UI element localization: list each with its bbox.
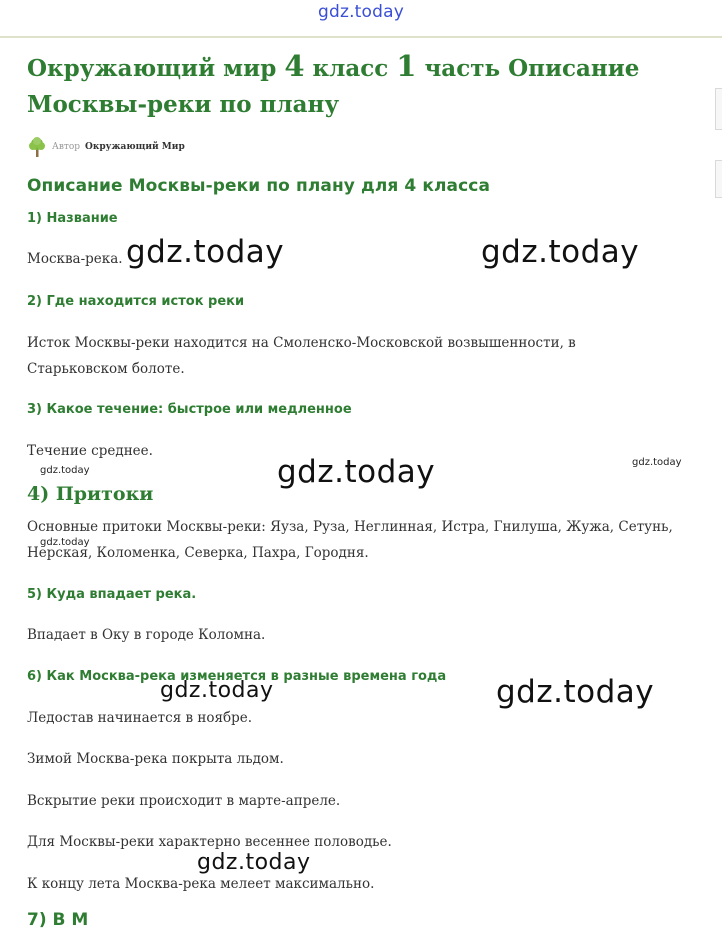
season-text-2: Зимой Москва-река покрыта льдом. bbox=[27, 751, 284, 767]
side-tab-lower[interactable] bbox=[715, 160, 722, 198]
author-name[interactable]: Окружающий Мир bbox=[85, 142, 185, 152]
season-text-5: К концу лета Москва-река мелеет максимально. bbox=[27, 876, 375, 892]
item-text-1: Москва-река. bbox=[27, 251, 123, 267]
watermark: gdz.today bbox=[496, 674, 655, 710]
item-heading-1: 1) Название bbox=[27, 211, 118, 226]
item-text-4: Основные притоки Москвы-реки: Яуза, Руза, Неглинная, Истра, Гнилуша, Жужа, Сетунь, Нерская, Коломенка, Северка, Пахра, Городня. bbox=[27, 519, 673, 561]
item-text-5: Впадает в Оку в городе Коломна. bbox=[27, 627, 266, 643]
tree-icon bbox=[27, 136, 47, 158]
header-divider bbox=[0, 36, 722, 38]
site-logo[interactable]: gdz.today bbox=[317, 2, 405, 22]
watermark: gdz.today bbox=[126, 234, 285, 270]
season-text-3: Вскрытие реки происходит в марте-апреле. bbox=[27, 793, 341, 809]
item-heading-2: 2) Где находится исток реки bbox=[27, 294, 245, 309]
watermark: gdz.today bbox=[40, 465, 90, 476]
watermark: gdz.today bbox=[632, 457, 682, 468]
author-line bbox=[27, 136, 185, 158]
season-text-4: Для Москвы-реки характерно весеннее половодье. bbox=[27, 834, 392, 850]
watermark: gdz.today bbox=[40, 537, 90, 548]
section-heading: Описание Москвы-реки по плану для 4 класса bbox=[27, 176, 491, 196]
item-heading-4: 4) Притоки bbox=[27, 483, 154, 505]
item-heading-5: 5) Куда впадает река. bbox=[27, 587, 197, 602]
watermark: gdz.today bbox=[197, 850, 311, 875]
item-heading-3: 3) Какое течение: быстрое или медленное bbox=[27, 402, 352, 417]
item-heading-6: 6) Как Москва-река изменяется в разные времена года bbox=[27, 669, 447, 684]
watermark: gdz.today bbox=[277, 454, 436, 490]
watermark: gdz.today bbox=[481, 234, 640, 270]
item-text-3: Течение среднее. bbox=[27, 443, 153, 459]
watermark: gdz.today bbox=[160, 678, 274, 703]
season-text-1: Ледостав начинается в ноябре. bbox=[27, 710, 253, 726]
item-text-2: Исток Москвы-реки находится на Смоленско-Московской возвышенности, в Старьковском болоте. bbox=[27, 335, 576, 377]
side-tab[interactable] bbox=[715, 88, 722, 130]
author-label: Автор bbox=[52, 142, 81, 152]
page-title: Окружающий мир 4 класс 1 часть Описание Москвы-реки по плану bbox=[27, 49, 640, 118]
next-heading-partial: 7) В М bbox=[27, 910, 89, 930]
